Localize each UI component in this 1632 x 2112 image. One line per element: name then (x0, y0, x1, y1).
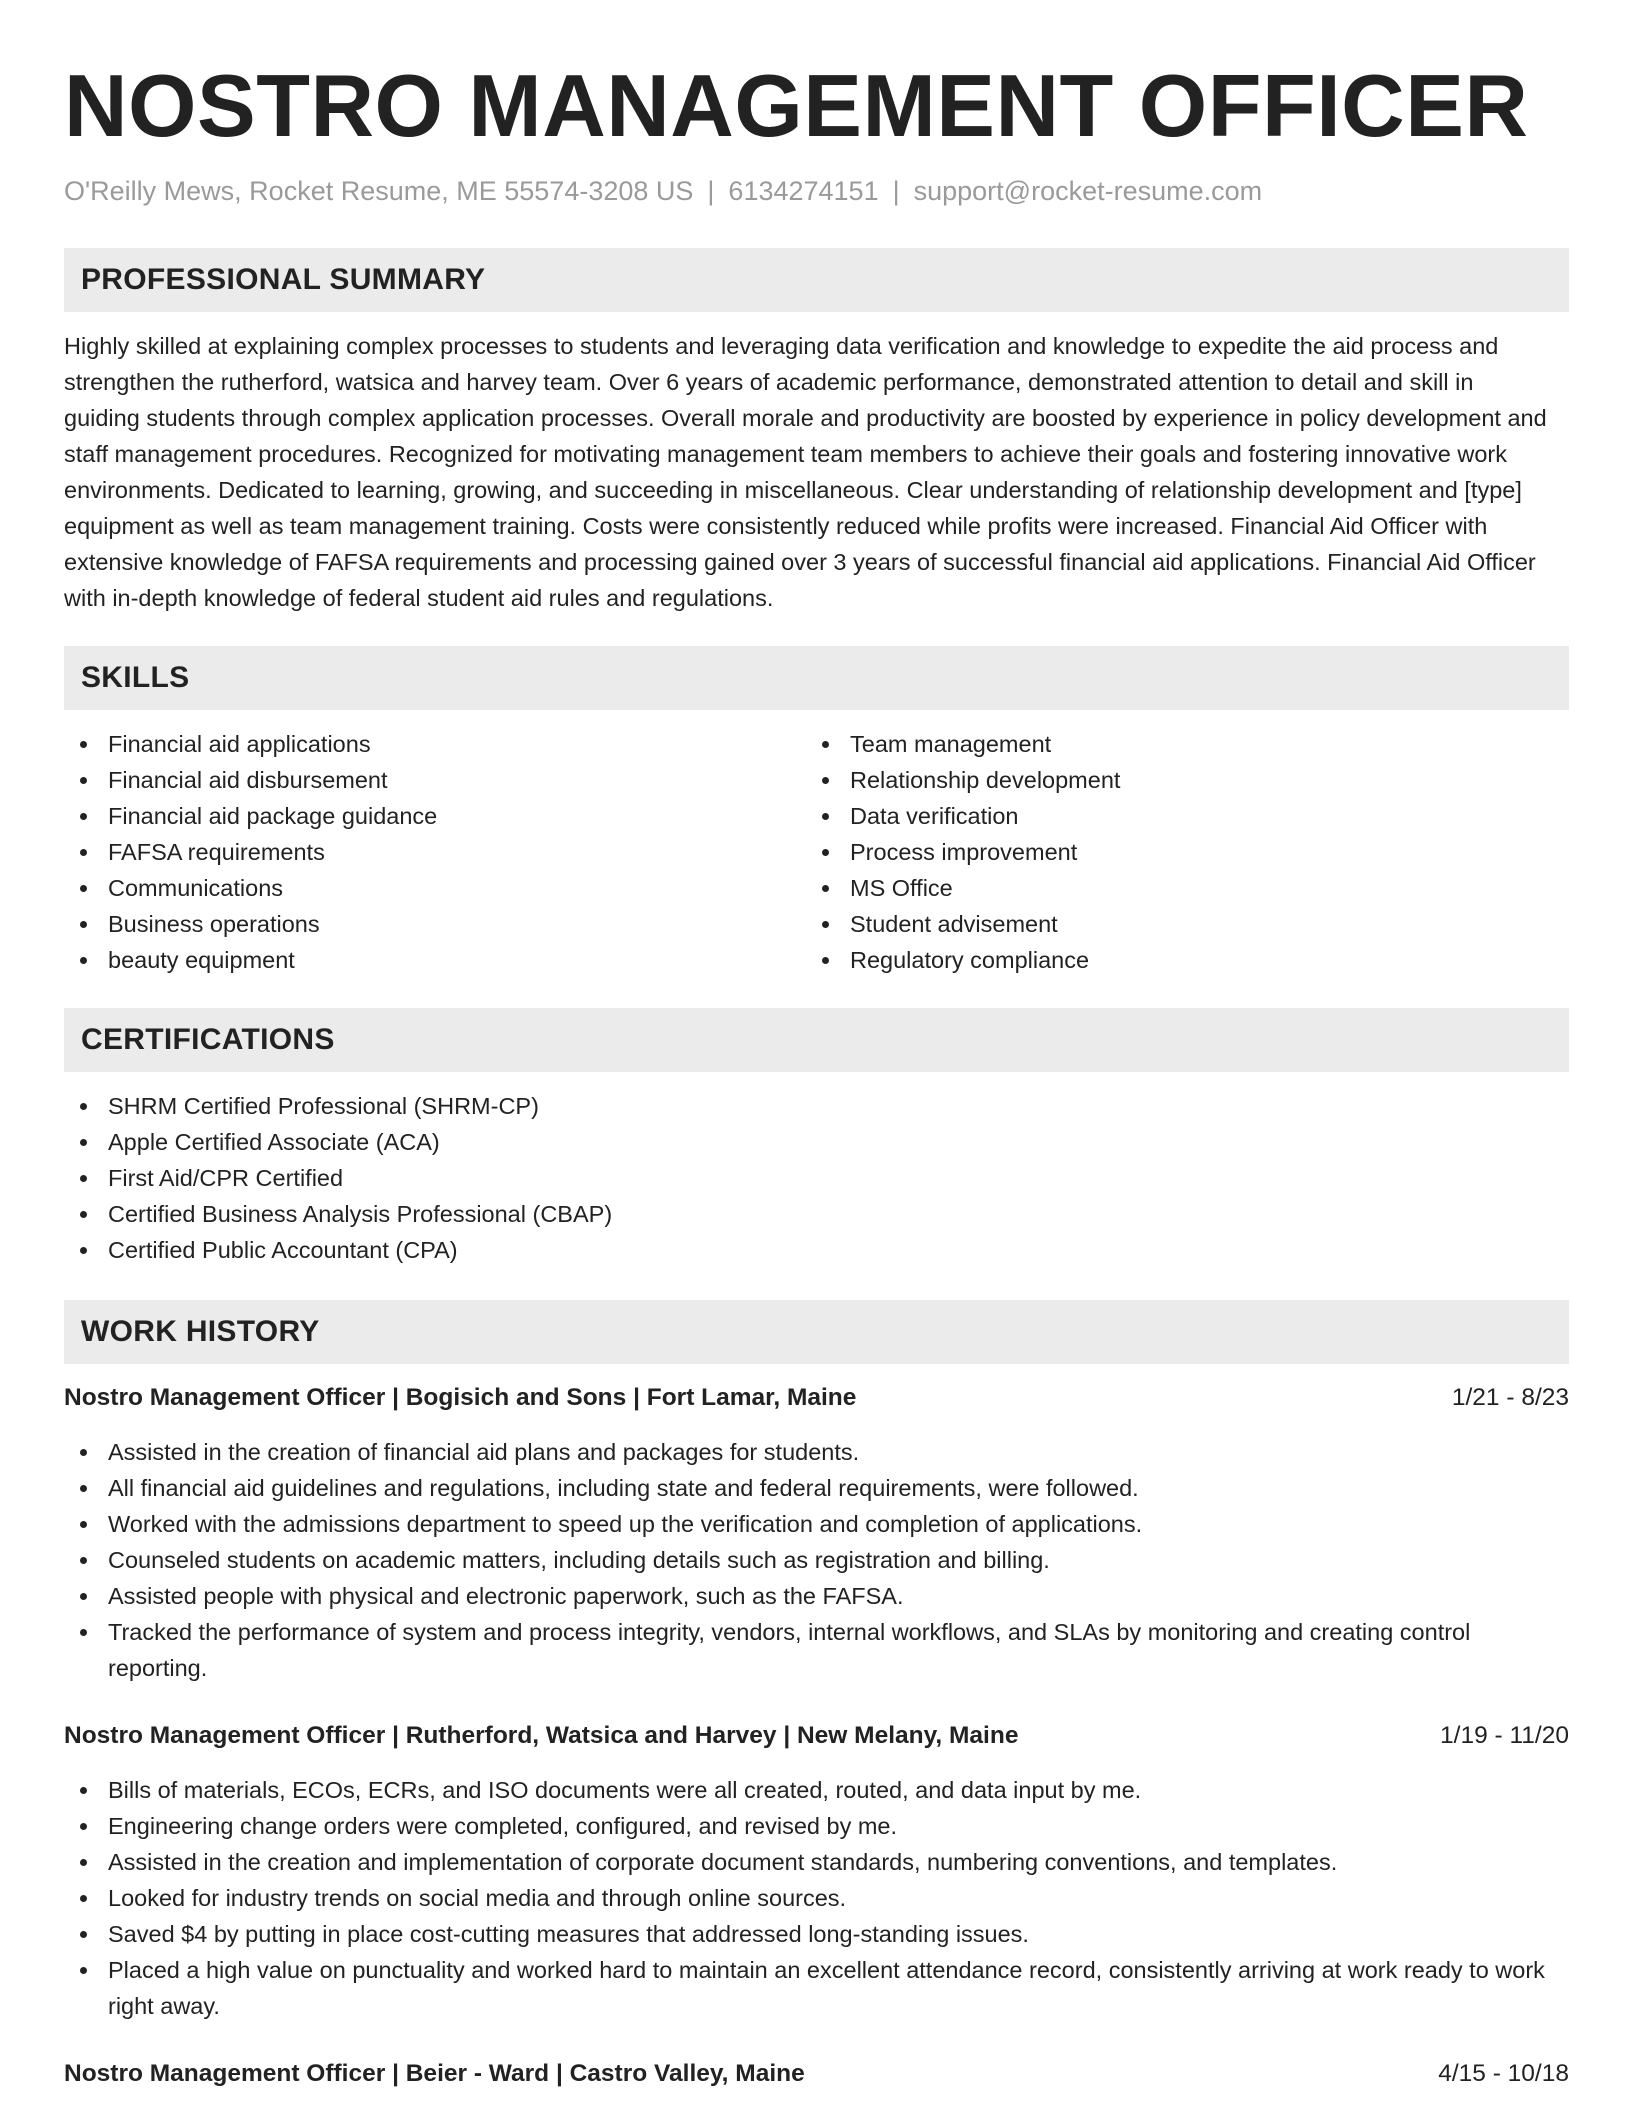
job-entry (64, 1718, 1569, 2024)
summary-text: Highly skilled at explaining complex processes to students and leveraging data verification and knowledge to expedite the aid process and strengthen the rutherford, watsica and harvey team. Over 6 years of academic performance, demonstrated attention to detail and skill in guiding students through complex application processes. Overall morale and productivity are boosted by experience in policy development and staff management procedures. Recognized for motivating management team members to achieve their goals and fostering innovative work environments. Dedicated to learning, growing, and succeeding in miscellaneous. Clear understanding of relationship development and [type] equipment as well as team management training. Costs were consistently reduced while profits were increased. Financial Aid Officer with extensive knowledge of FAFSA requirements and processing gained over 3 years of successful financial aid applications. Financial Aid Officer with in-depth knowledge of federal student aid rules and regulations. (64, 333, 1547, 611)
job-bullets (64, 1772, 1569, 2024)
skill-item: Student advisement (850, 906, 1548, 942)
contact-phone: 6134274151 (728, 176, 879, 206)
skill-item: Communications (108, 870, 806, 906)
job-header (64, 1718, 1569, 1754)
skill-item: beauty equipment (108, 942, 806, 978)
job-header (64, 1380, 1569, 1416)
section-header-skills: SKILLS (64, 646, 1569, 710)
job-title: Nostro Management Officer | Beier - Ward | Castro Valley, Maine (64, 2060, 805, 2087)
skill-item: Process improvement (850, 834, 1548, 870)
job-bullet: Engineering change orders were completed, configured, and revised by me. (108, 1808, 1569, 1844)
skill-item: FAFSA requirements (108, 834, 806, 870)
job-header (64, 2056, 1569, 2092)
job-bullet: All financial aid guidelines and regulations, including state and federal requirements, were followed. (108, 1470, 1569, 1506)
section-header-work-history: WORK HISTORY (64, 1300, 1569, 1364)
section-header-summary: PROFESSIONAL SUMMARY (64, 248, 1569, 312)
contact-line (64, 174, 1569, 208)
job-bullet: Counseled students on academic matters, including details such as registration and billing. (108, 1542, 1569, 1578)
certification-item: Apple Certified Associate (ACA) (108, 1124, 1569, 1160)
skills-column-left (64, 726, 806, 978)
contact-separator: | (707, 176, 715, 206)
skill-item: Relationship development (850, 762, 1548, 798)
skill-item: Financial aid disbursement (108, 762, 806, 798)
skills-list (64, 726, 1569, 978)
certification-item: First Aid/CPR Certified (108, 1160, 1569, 1196)
job-dates: 1/21 - 8/23 (1451, 1384, 1569, 1411)
job-dates: 4/15 - 10/18 (1438, 2060, 1569, 2087)
job-entry (64, 1380, 1569, 1686)
job-bullet: Assisted in the creation and implementation of corporate document standards, numbering conventions, and templates. (108, 1844, 1569, 1880)
certification-item: Certified Public Accountant (CPA) (108, 1232, 1569, 1268)
job-bullets (64, 1434, 1569, 1686)
job-dates: 1/19 - 11/20 (1440, 1722, 1569, 1749)
job-title: Nostro Management Officer | Bogisich and Sons | Fort Lamar, Maine (64, 1384, 857, 1411)
job-bullet: Placed a high value on punctuality and worked hard to maintain an excellent attendance record, consistently arriving at work ready to work right away. (108, 1952, 1569, 2024)
job-bullet: Tracked the performance of system and process integrity, vendors, internal workflows, and SLAs by monitoring and creating control reporting. (108, 1614, 1569, 1686)
skill-item: MS Office (850, 870, 1548, 906)
job-bullet: Assisted in the creation of financial aid plans and packages for students. (108, 1434, 1569, 1470)
certifications-list (64, 1088, 1569, 1268)
contact-email: support@rocket-resume.com (913, 176, 1263, 206)
job-title: Nostro Management Officer | Rutherford, Watsica and Harvey | New Melany, Maine (64, 1722, 1019, 1749)
section-header-certifications: CERTIFICATIONS (64, 1008, 1569, 1072)
skill-item: Financial aid package guidance (108, 798, 806, 834)
candidate-name: NOSTRO MANAGEMENT OFFICER (64, 56, 1529, 155)
skills-column-right (806, 726, 1548, 978)
skill-item: Data verification (850, 798, 1548, 834)
skill-item: Regulatory compliance (850, 942, 1548, 978)
certification-item: SHRM Certified Professional (SHRM-CP) (108, 1088, 1569, 1124)
contact-separator: | (892, 176, 900, 206)
skill-item: Financial aid applications (108, 726, 806, 762)
job-bullet: Bills of materials, ECOs, ECRs, and ISO documents were all created, routed, and data input by me. (108, 1772, 1569, 1808)
job-bullet: Looked for industry trends on social media and through online sources. (108, 1880, 1569, 1916)
certification-item: Certified Business Analysis Professional (CBAP) (108, 1196, 1569, 1232)
contact-address: O'Reilly Mews, Rocket Resume, ME 55574-3208 US (64, 176, 694, 206)
job-entry (64, 2056, 1569, 2092)
job-bullet: Assisted people with physical and electronic paperwork, such as the FAFSA. (108, 1578, 1569, 1614)
job-bullet: Saved $4 by putting in place cost-cutting measures that addressed long-standing issues. (108, 1916, 1569, 1952)
skill-item: Team management (850, 726, 1548, 762)
skill-item: Business operations (108, 906, 806, 942)
job-bullet: Worked with the admissions department to speed up the verification and completion of applications. (108, 1506, 1569, 1542)
